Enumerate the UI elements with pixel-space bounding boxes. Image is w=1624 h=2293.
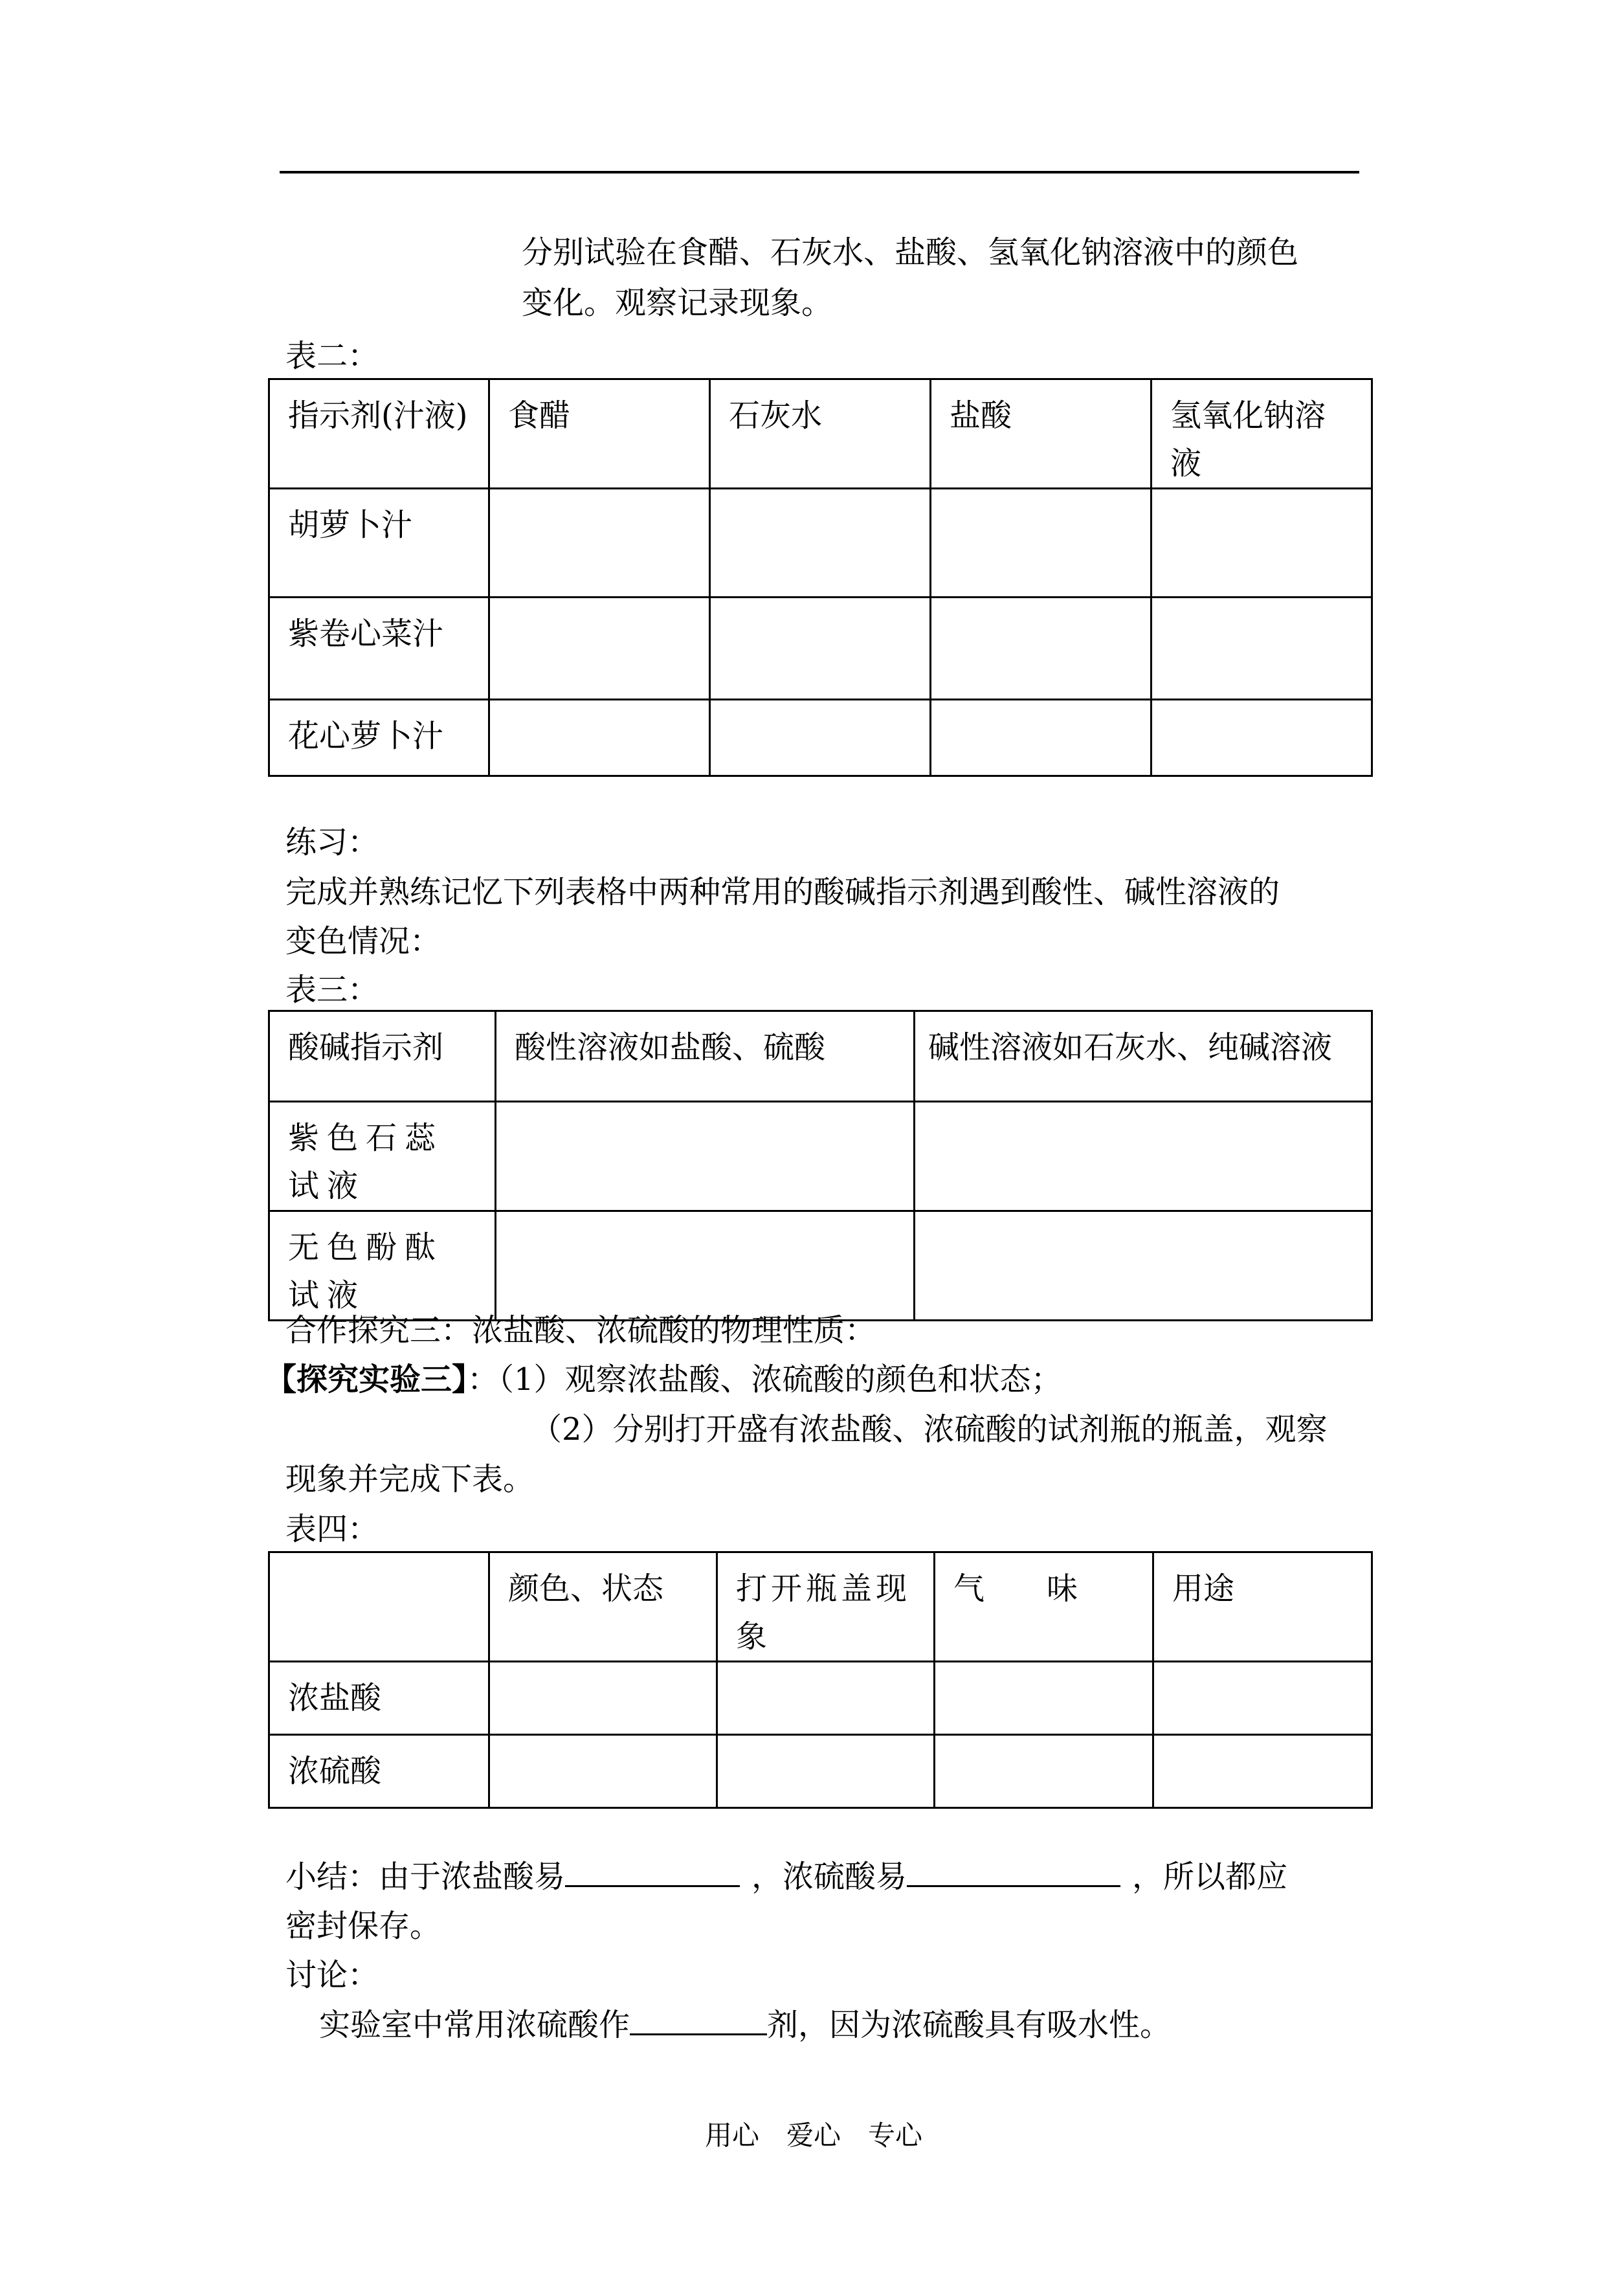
- row-label: 紫卷心菜汁: [269, 598, 489, 700]
- table2-header-cell: 指示剂(汁液): [269, 379, 489, 489]
- table2-header-cell: 氢氧化钠溶液: [1151, 379, 1372, 489]
- table-row: [269, 700, 1372, 776]
- inquiry-title: 合作探究三：浓盐酸、浓硫酸的物理性质：: [285, 1312, 876, 1348]
- table2-header-cell: 石灰水: [710, 379, 931, 489]
- table-row: [269, 489, 1372, 598]
- blank-cell[interactable]: [489, 1662, 717, 1735]
- row-label: 无色酚酞试液: [269, 1211, 496, 1321]
- intro-line-1: 分别试验在食醋、石灰水、盐酸、氢氧化钠溶液中的颜色: [522, 234, 1299, 271]
- experiment-label: 【探究实验三】: [265, 1361, 468, 1398]
- table-row: [269, 598, 1372, 700]
- header-rule: [280, 171, 1359, 173]
- row-label: 紫色石蕊试液: [269, 1102, 496, 1211]
- intro-line-2: 变化。观察记录现象。: [522, 285, 833, 321]
- summary-text-1: 小结：由于浓盐酸易: [285, 1859, 566, 1895]
- blank-cell[interactable]: [496, 1211, 915, 1321]
- blank-cell[interactable]: [489, 1735, 717, 1808]
- blank-cell[interactable]: [717, 1735, 935, 1808]
- blank-cell[interactable]: [915, 1211, 1372, 1321]
- fill-in-blank[interactable]: [907, 1885, 1120, 1887]
- discussion-text-1: 实验室中常用浓硫酸作: [319, 2007, 630, 2043]
- table4-header-cell: [269, 1552, 489, 1662]
- blank-cell[interactable]: [710, 700, 931, 776]
- blank-cell[interactable]: [931, 598, 1151, 700]
- table3-header-cell: 碱性溶液如石灰水、纯碱溶液: [915, 1011, 1372, 1102]
- row-label: 胡萝卜汁: [269, 489, 489, 598]
- blank-cell[interactable]: [710, 489, 931, 598]
- blank-cell[interactable]: [1153, 1735, 1372, 1808]
- summary-line-2: 密封保存。: [285, 1908, 441, 1944]
- fill-in-blank[interactable]: [565, 1885, 740, 1887]
- summary-line-1: [285, 1859, 1288, 1895]
- table3-header-cell: 酸碱指示剂: [269, 1011, 496, 1102]
- table-row: [269, 1662, 1372, 1735]
- summary-text-3: ，所以都应: [1132, 1859, 1288, 1895]
- blank-cell[interactable]: [1151, 489, 1372, 598]
- table2-caption: 表二：: [285, 338, 379, 374]
- table4-caption: 表四：: [285, 1511, 379, 1547]
- footer-text: 用心 爱心 专心: [705, 2120, 923, 2151]
- table4-header-cell: 用途: [1153, 1552, 1372, 1662]
- blank-cell[interactable]: [489, 598, 710, 700]
- table2: [268, 378, 1373, 777]
- table4-header-row: [269, 1552, 1372, 1662]
- blank-cell[interactable]: [935, 1735, 1153, 1808]
- blank-cell[interactable]: [496, 1102, 915, 1211]
- blank-cell[interactable]: [915, 1102, 1372, 1211]
- table2-header-cell: 食醋: [489, 379, 710, 489]
- summary-text-2: ，浓硫酸易: [751, 1859, 907, 1895]
- exercise-line-1: 完成并熟练记忆下列表格中两种常用的酸碱指示剂遇到酸性、碱性溶液的: [285, 874, 1280, 910]
- inquiry-step-2-line-2: 现象并完成下表。: [285, 1461, 535, 1497]
- blank-cell[interactable]: [935, 1662, 1153, 1735]
- table3-header-cell: 酸性溶液如盐酸、硫酸: [496, 1011, 915, 1102]
- blank-cell[interactable]: [1151, 700, 1372, 776]
- blank-cell[interactable]: [931, 489, 1151, 598]
- table3-caption: 表三：: [285, 972, 379, 1008]
- table4-header-cell: 气 味: [935, 1552, 1153, 1662]
- blank-cell[interactable]: [489, 489, 710, 598]
- blank-cell[interactable]: [1153, 1662, 1372, 1735]
- blank-cell[interactable]: [717, 1662, 935, 1735]
- table-row: [269, 1102, 1372, 1211]
- step-1-text: ：（1）观察浓盐酸、浓硫酸的颜色和状态；: [467, 1361, 1062, 1398]
- table4: [268, 1551, 1373, 1809]
- exercise-line-2: 变色情况：: [285, 923, 441, 959]
- blank-cell[interactable]: [1151, 598, 1372, 700]
- discussion-title: 讨论：: [285, 1957, 379, 1993]
- table-row: [269, 1211, 1372, 1321]
- table3: [268, 1010, 1373, 1321]
- table4-header-cell: 打开瓶盖现象: [717, 1552, 935, 1662]
- table2-header-cell: 盐酸: [931, 379, 1151, 489]
- blank-cell[interactable]: [710, 598, 931, 700]
- row-label: 浓盐酸: [269, 1662, 489, 1735]
- table3-header-row: [269, 1011, 1372, 1102]
- exercise-title: 练习：: [285, 824, 379, 860]
- row-label: 浓硫酸: [269, 1735, 489, 1808]
- table-row: [269, 1735, 1372, 1808]
- fill-in-blank[interactable]: [630, 2033, 767, 2035]
- row-label: 花心萝卜汁: [269, 700, 489, 776]
- table2-header-row: [269, 379, 1372, 489]
- table4-header-cell: 颜色、状态: [489, 1552, 717, 1662]
- blank-cell[interactable]: [931, 700, 1151, 776]
- discussion-line: [319, 2009, 1171, 2041]
- inquiry-step-1: [265, 1361, 1062, 1398]
- discussion-text-2: 剂，因为浓硫酸具有吸水性。: [767, 2007, 1172, 2043]
- blank-cell[interactable]: [489, 700, 710, 776]
- inquiry-step-2-line-1: （2）分别打开盛有浓盐酸、浓硫酸的试剂瓶的瓶盖，观察: [531, 1411, 1328, 1448]
